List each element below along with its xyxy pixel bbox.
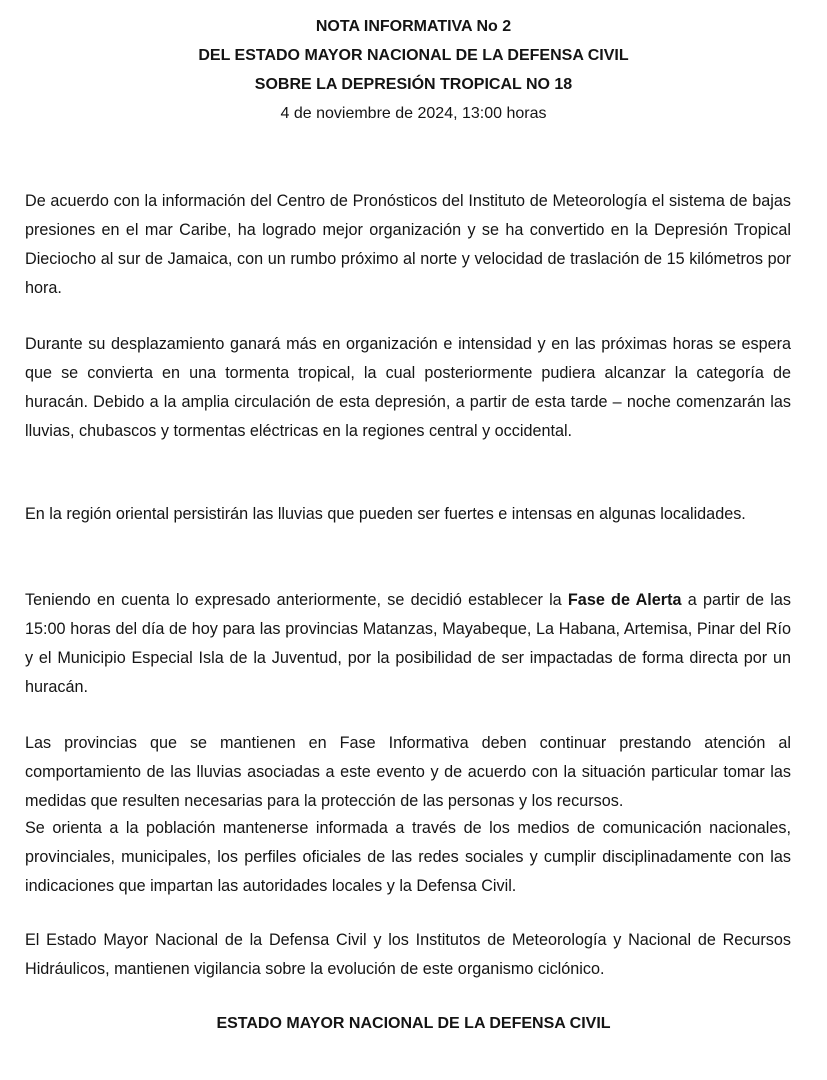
document-issuer: DEL ESTADO MAYOR NACIONAL DE LA DEFENSA CIVIL [198,47,629,64]
paragraph-4-text-before: Teniendo en cuenta lo expresado anteriormente, se decidió establecer la [25,591,568,609]
paragraph-2: Durante su desplazamiento ganará más en organización e intensidad y en las próximas horas se espera que se convierta en una tormenta tropical, la cual posteriormente pudiera alcanzar la categoría de huracán. Debido a la amplia circulación de esta depresión, a partir de esta tarde – noche comenzarán las lluvias, chubascos y tormentas eléctricas en la regiones central y occidental. [25,335,791,440]
signature: ESTADO MAYOR NACIONAL DE LA DEFENSA CIVIL [216,1015,611,1032]
document-title: NOTA INFORMATIVA No 2 [315,18,512,35]
paragraph-5: Las provincias que se mantienen en Fase Informativa deben continuar prestando atención al comportamiento de las lluvias asociadas a este evento y de acuerdo con la situación particular tomar las medidas que resulten necesarias para la protección de las personas y los recursos. [25,734,791,810]
paragraph-1: De acuerdo con la información del Centro de Pronósticos del Instituto de Meteorología el sistema de bajas presiones en el mar Caribe, ha logrado mejor organización y se ha convertido en la Depresión Tropical Dieciocho al sur de Jamaica, con un rumbo próximo al norte y velocidad de traslación de 15 kilómetros por hora. [25,192,791,297]
paragraph-3: En la región oriental persistirán las lluvias que pueden ser fuertes e intensas en algunas localidades. [25,505,746,523]
alert-phase-emphasis: Fase de Alerta [567,591,682,609]
paragraph-4-text-after: a partir de las 15:00 horas del día de hoy para las provincias Matanzas, Mayabeque, La Habana, Artemisa, Pinar del Río y el Municipio Especial Isla de la Juventud, por la posibilidad de ser impactadas de forma directa por un huracán. [25,591,791,696]
document-subject: SOBRE LA DEPRESIÓN TROPICAL NO 18 [254,76,573,93]
document-date: 4 de noviembre de 2024, 13:00 horas [280,105,547,122]
paragraph-6: Se orienta a la población mantenerse informada a través de los medios de comunicación nacionales, provinciales, municipales, los perfiles oficiales de las redes sociales y cumplir disciplinadamente con las indicaciones que impartan las autoridades locales y la Defensa Civil. [25,819,791,895]
paragraph-7: El Estado Mayor Nacional de la Defensa Civil y los Institutos de Meteorología y Nacional de Recursos Hidráulicos, mantienen vigilancia sobre la evolución de este organismo ciclónico. [25,931,791,978]
paragraph-4 [25,586,791,702]
